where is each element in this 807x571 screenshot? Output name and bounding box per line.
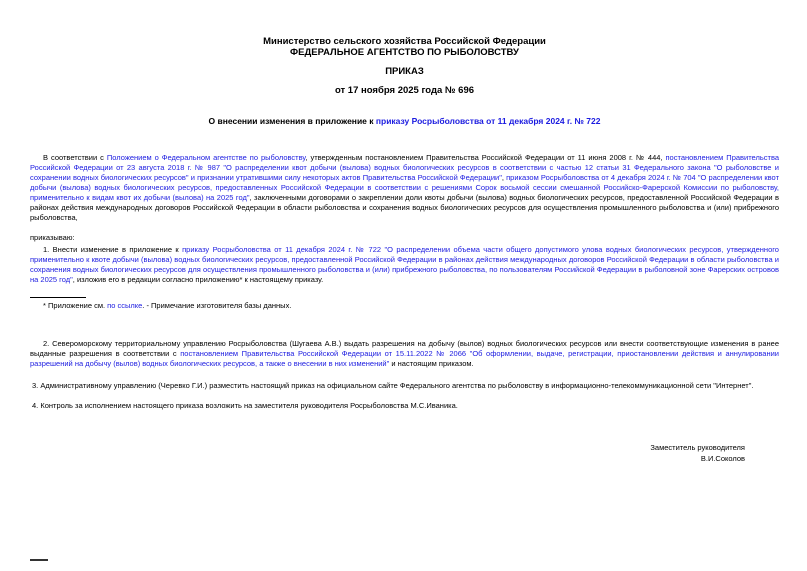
preamble-paragraph xyxy=(30,153,779,223)
signature-block xyxy=(30,442,779,464)
title-order-722-link[interactable]: приказу Росрыболовства от 11 декабря 2024 г. № 722 xyxy=(375,116,601,126)
footnote-text-2: . - Примечание изготовителя базы данных. xyxy=(142,301,292,310)
doc-date-number: от 17 ноября 2025 года № 696 xyxy=(334,85,475,96)
resolution-2066-link[interactable]: постановлением Правительства Российской Федерации от 15.11.2022 № 2066 "Об оформлении, выдаче, регистрации, приостановлении действия и аннулировании разрешений на добычу (вылов) водных биологических ресурсов, а также о внесении в них изменений" xyxy=(30,349,779,368)
order-item-3: 3. Административному управлению (Черевко Г.И.) разместить настоящий приказ на официальном сайте Федерального агентства по рыболовству в информационно-телекоммуникационной сети "Интернет". xyxy=(32,381,754,390)
preamble-text-3: , xyxy=(501,173,507,182)
order-item-1 xyxy=(30,245,779,285)
doc-title xyxy=(30,116,779,127)
footer-mark xyxy=(30,559,48,561)
item2-text-2: и настоящим приказом. xyxy=(389,359,474,368)
preamble-text-4: , заключенными договорами о закреплении доли квоты добычи (вылова) водных биологических ресурсов, предоставленной Российской Федерации в районах действия международных договоров Российской Федерации в области рыболовства и сохранения водных биологических ресурсов для осуществления промышленного рыболовства и (или) прибрежного рыболовства, xyxy=(30,193,779,222)
signature-name: В.И.Соколов xyxy=(700,454,745,463)
order-item-4: 4. Контроль за исполнением настоящего приказа возложить на заместителя руководителя Росрыболовства М.С.Иваника. xyxy=(32,401,458,410)
footnote-attachment-link[interactable]: по ссылке xyxy=(107,301,143,310)
preamble-text-1: В соответствии с xyxy=(43,153,107,162)
footnote-divider xyxy=(30,297,86,298)
resolution-987-link[interactable]: постановлением Правительства Российской Федерации от 23 августа 2018 г. № 987 "О распределении квот добычи (вылова) водных биологических ресурсов в соответствии с частью 12 статьи 31 Федерального закона "О рыболовстве и сохранении водных биологических ресурсов" и признании утратившими силу некоторых актов Правительства Российской Федерации" xyxy=(30,153,780,182)
regulation-agency-link[interactable]: Положением о Федеральном агентстве по рыболовству xyxy=(106,153,306,162)
preamble-text-2: , утвержденным постановлением Правительства Российской Федерации от 11 июня 2008 г. № 444, xyxy=(305,153,666,162)
footnote-text-1: * Приложение см. xyxy=(43,301,108,310)
footnote xyxy=(30,301,779,311)
doc-title-text: О внесении изменения в приложение к xyxy=(208,116,376,126)
order-722-link[interactable]: приказу Росрыболовства от 11 декабря 2024 г. № 722 "О распределении объема части общего допустимого улова водных биологических ресурсов, утвержденного применительно к квоте добычи (вылова) водных биологических ресурсов, предоставленной Российской Федерации в районах действия международных договоров Российской Федерации в области рыболовства и сохранения водных биологических ресурсов для осуществления промышленного рыболовства и (или) прибрежного рыболовства, по пользователям Российской Федерации в рыболовной зоне Фарерских островов на 2025 год" xyxy=(30,245,779,284)
agency-name: ФЕДЕРАЛЬНОЕ АГЕНТСТВО ПО РЫБОЛОВСТВУ xyxy=(290,47,519,58)
doc-type: ПРИКАЗ xyxy=(385,66,424,77)
order-704-link[interactable]: приказом Росрыболовства от 4 декабря 2024 г. № 704 "О распределении квот добычи (вылова) водных биологических ресурсов, предоставленных Российской Федерации в соответствии с решениями Сорок восьмой сессии смешанной Российско-Фарерской Комиссии по рыболовству, применительно к видам квот их добычи (вылова) на 2025 год" xyxy=(30,173,779,202)
item2-text-1: 2. Североморскому территориальному управлению Росрыболовства (Шугаева А.В.) выдать разрешения на добычу (вылов) водных биологических ресурсов или внести соответствующие изменения в ранее выданные разрешения в соответствии с xyxy=(30,339,779,358)
order-intro: приказываю: xyxy=(30,233,75,242)
document-header xyxy=(30,0,779,96)
item1-text-1: 1. Внести изменение в приложение к xyxy=(43,245,183,254)
signature-position: Заместитель руководителя xyxy=(650,443,745,452)
order-item-2 xyxy=(30,339,779,369)
ministry-name: Министерство сельского хозяйства Российской Федерации xyxy=(263,36,546,47)
item1-text-2: , изложив его в редакции согласно приложению* к настоящему приказу. xyxy=(72,275,324,284)
